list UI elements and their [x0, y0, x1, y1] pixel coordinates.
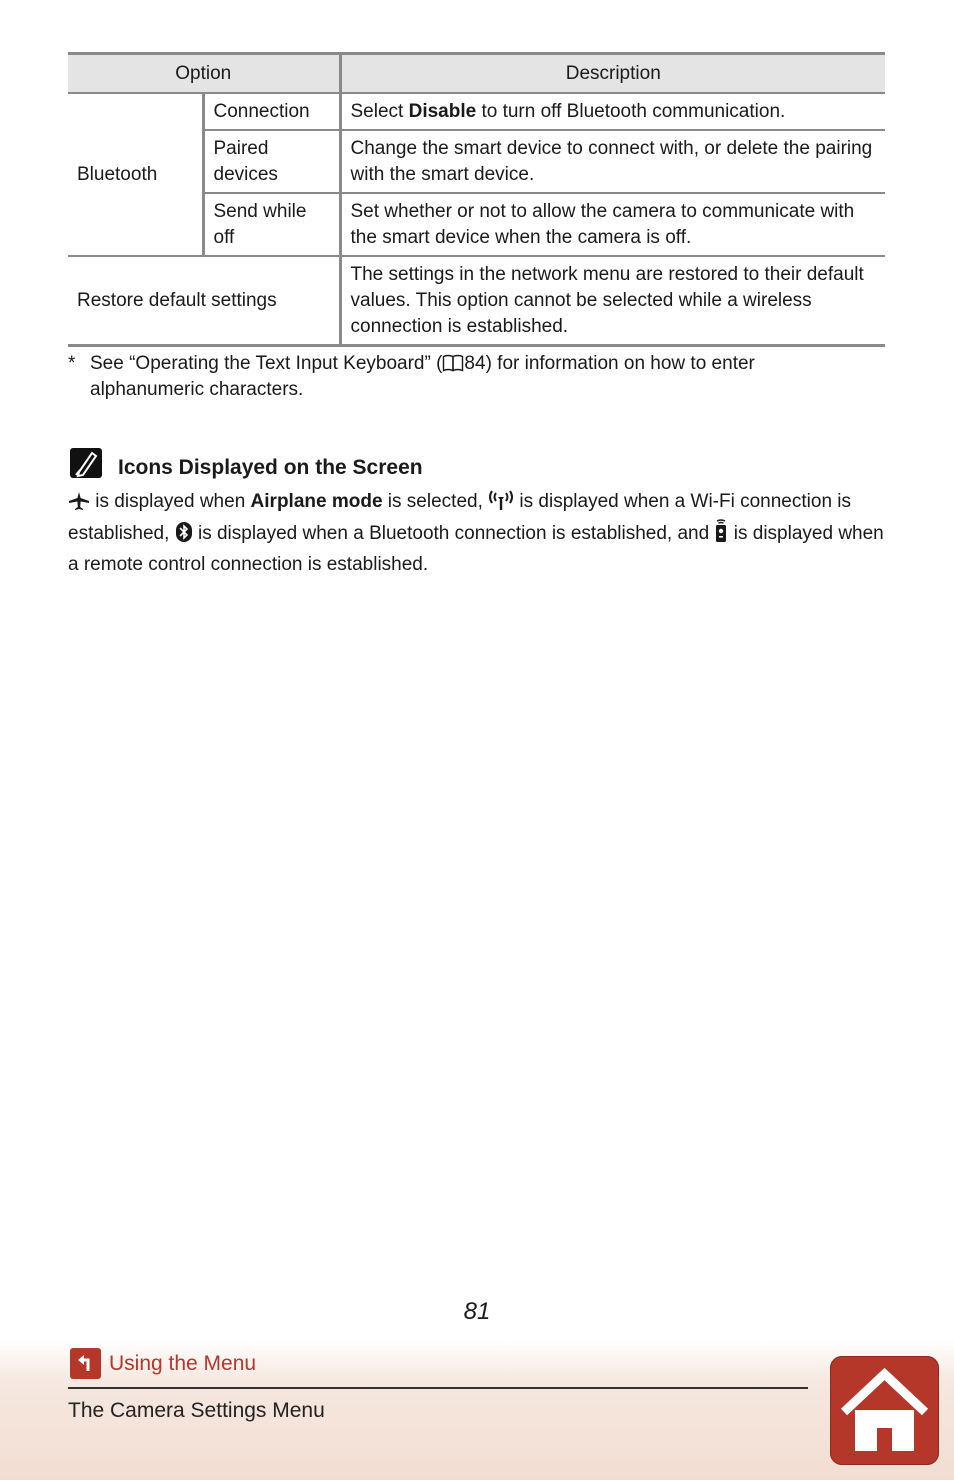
book-icon — [442, 354, 464, 372]
bluetooth-icon — [175, 521, 193, 551]
home-icon — [830, 1452, 939, 1469]
footer-divider — [68, 1387, 808, 1389]
description-text: Select — [350, 101, 409, 122]
table-row — [68, 256, 885, 346]
note-title: Icons Displayed on the Screen — [118, 456, 423, 479]
footnote-text — [90, 351, 868, 403]
note-text: is displayed when a Wi-Fi connection is established, — [68, 491, 852, 544]
bluetooth-group-cell: Bluetooth — [68, 93, 203, 256]
option-cell: Send while off — [203, 193, 340, 256]
remote-control-icon — [714, 519, 728, 551]
description-cell: The settings in the network menu are restored to their default values. This option cannot be selected while a wireless connection is established. — [340, 256, 885, 346]
pencil-note-icon — [70, 448, 102, 478]
description-cell — [340, 93, 885, 130]
network-options-table — [68, 52, 885, 347]
header-option: Option — [68, 54, 340, 94]
option-cell: Connection — [203, 93, 340, 130]
footnote-text-end: ) for information on how to enter alphanumeric characters. — [90, 353, 755, 400]
description-text: to turn off Bluetooth communication. — [476, 101, 786, 122]
note-text: is displayed when a Bluetooth connection is established, and — [192, 523, 715, 544]
description-cell: Change the smart device to connect with, or delete the pairing with the smart device. — [340, 130, 885, 193]
description-cell: Set whether or not to allow the camera to communicate with the smart device when the camera is off. — [340, 193, 885, 256]
option-cell: Paired devices — [203, 130, 340, 193]
note-body — [68, 488, 888, 578]
disable-term: Disable — [408, 101, 477, 122]
note-text: is displayed when — [90, 491, 251, 512]
footnote-marker: * — [68, 353, 76, 374]
note-text: is selected, — [382, 491, 489, 512]
table-header-row — [68, 54, 885, 94]
note-text: is displayed when a remote control connection is established. — [68, 523, 884, 575]
page-number: 81 — [463, 1298, 491, 1325]
footer-section-title: The Camera Settings Menu — [68, 1399, 325, 1422]
back-link-using-the-menu[interactable]: Using the Menu — [109, 1352, 257, 1375]
table-row — [68, 93, 885, 130]
page-reference-link[interactable]: 84 — [464, 353, 486, 374]
home-button[interactable] — [830, 1356, 939, 1465]
return-arrow-icon[interactable] — [70, 1348, 101, 1379]
wifi-antenna-icon — [488, 489, 514, 519]
airplane-mode-term: Airplane mode — [250, 491, 383, 512]
footnote-text-start: See “Operating the Text Input Keyboard” ( — [90, 353, 443, 374]
airplane-icon — [68, 491, 90, 519]
footnote — [68, 351, 868, 403]
header-description: Description — [340, 54, 885, 94]
option-cell: Restore default settings — [68, 256, 340, 346]
